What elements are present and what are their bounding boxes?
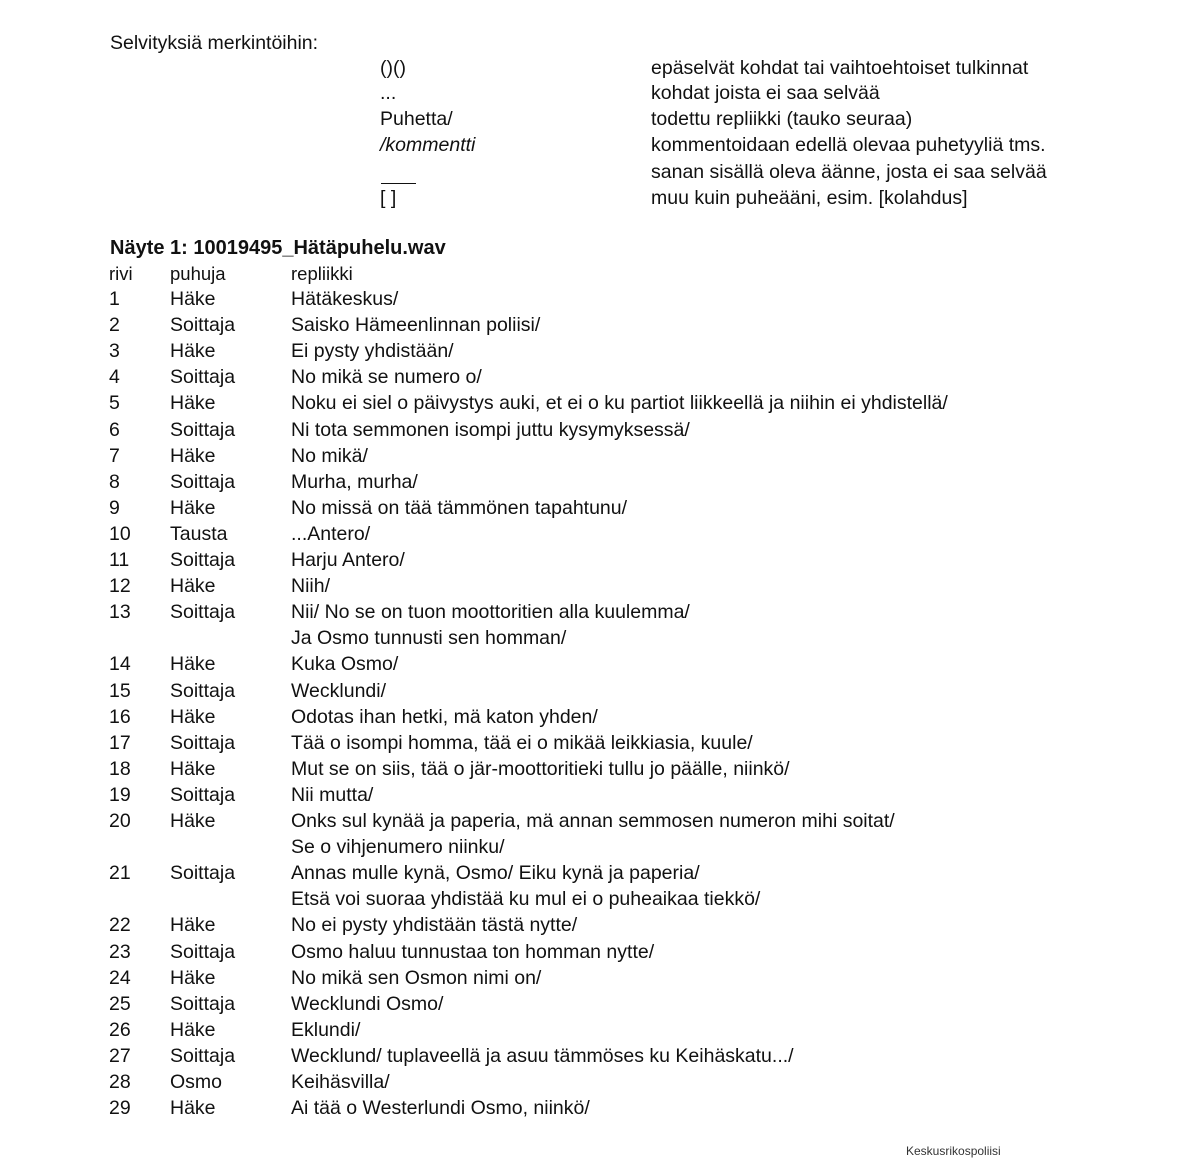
- speaker: Häke: [170, 1018, 216, 1041]
- speaker: Soittaja: [170, 940, 236, 963]
- speaker: Soittaja: [170, 314, 236, 337]
- row-number: 25: [109, 992, 131, 1015]
- row-number: 17: [109, 731, 131, 754]
- line-text: Harju Antero/: [291, 549, 405, 571]
- line-text: Odotas ihan hetki, mä katon yhden/: [291, 705, 598, 728]
- legend-symbol: Puhetta/: [380, 108, 453, 130]
- speaker: Häke: [170, 810, 216, 832]
- line-text: Kuka Osmo/: [291, 653, 399, 676]
- row-number: 12: [109, 575, 131, 598]
- line-text: Tää o isompi homma, tää ei o mikää leikkiasia, kuule/: [291, 731, 753, 754]
- speaker: Häke: [170, 496, 216, 519]
- line-text: Osmo haluu tunnustaa ton homman nytte/: [291, 940, 655, 963]
- line-text: Se o vihjenumero niinku/: [291, 836, 505, 859]
- line-text: Wecklundi Osmo/: [291, 992, 444, 1015]
- row-number: 19: [109, 783, 131, 806]
- line-text: Saisko Hämeenlinnan poliisi/: [291, 314, 541, 337]
- legend-description: muu kuin puheääni, esim. [kolahdus]: [651, 187, 968, 209]
- legend-symbol: [ ]: [380, 187, 397, 209]
- line-text: Etsä voi suoraa yhdistää ku mul ei o puheaikaa tiekkö/: [291, 888, 761, 911]
- legend-symbol: ()(): [380, 57, 406, 79]
- speaker: Häke: [170, 757, 216, 780]
- line-text: ...Antero/: [291, 522, 371, 545]
- speaker: Soittaja: [170, 862, 236, 885]
- speaker: Soittaja: [170, 679, 236, 702]
- header-line: repliikki: [291, 263, 353, 284]
- line-text: No mikä/: [291, 444, 368, 467]
- speaker: Tausta: [170, 522, 228, 545]
- speaker: Häke: [170, 340, 216, 363]
- row-number: 26: [109, 1018, 131, 1041]
- row-number: 23: [109, 940, 131, 963]
- line-text: Ni tota semmonen isompi juttu kysymyksessä/: [291, 418, 690, 441]
- speaker: Häke: [170, 966, 216, 989]
- header-speaker: puhuja: [170, 263, 226, 284]
- row-number: 4: [109, 366, 120, 389]
- speaker: Häke: [170, 914, 216, 937]
- speaker: Soittaja: [170, 601, 236, 624]
- line-text: Nii/ No se on tuon moottoritien alla kuulemma/: [291, 601, 690, 624]
- line-text: No ei pysty yhdistään tästä nytte/: [291, 914, 578, 937]
- line-text: Wecklundi/: [291, 679, 387, 702]
- speaker: Soittaja: [170, 549, 236, 571]
- legend-description: epäselvät kohdat tai vaihtoehtoiset tulkinnat: [651, 57, 1029, 79]
- speaker: Soittaja: [170, 992, 236, 1015]
- speaker: Soittaja: [170, 418, 236, 441]
- row-number: 1: [109, 288, 120, 310]
- speaker: Häke: [170, 653, 216, 676]
- row-number: 5: [109, 392, 120, 415]
- row-number: 27: [109, 1044, 131, 1067]
- legend-description: kommentoidaan edellä olevaa puhetyyliä tms.: [651, 134, 1046, 156]
- speaker: Osmo: [170, 1071, 223, 1093]
- speaker: Häke: [170, 444, 216, 467]
- row-number: 29: [109, 1097, 131, 1120]
- line-text: Nii mutta/: [291, 783, 374, 806]
- row-number: 9: [109, 496, 120, 519]
- speaker: Häke: [170, 705, 216, 728]
- row-number: 16: [109, 705, 131, 728]
- line-text: Ei pysty yhdistään/: [291, 340, 454, 363]
- line-text: Niih/: [291, 575, 331, 598]
- line-text: Murha, murha/: [291, 470, 418, 493]
- speaker: Häke: [170, 288, 216, 310]
- sample-title: Näyte 1: 10019495_Hätäpuhelu.wav: [110, 237, 446, 259]
- legend-symbol: /kommentti: [380, 134, 476, 156]
- line-text: Ai tää o Westerlundi Osmo, niinkö/: [291, 1097, 590, 1120]
- legend-symbol: ...: [380, 82, 397, 104]
- row-number: 22: [109, 914, 131, 937]
- legend-title: Selvityksiä merkintöihin:: [110, 32, 319, 54]
- speaker: Soittaja: [170, 731, 236, 754]
- row-number: 7: [109, 444, 120, 467]
- speaker: Häke: [170, 392, 216, 415]
- row-number: 18: [109, 757, 131, 780]
- line-text: No mikä sen Osmon nimi on/: [291, 966, 542, 989]
- header-row-number: rivi: [109, 263, 133, 284]
- line-text: Ja Osmo tunnusti sen homman/: [291, 627, 567, 650]
- speaker: Soittaja: [170, 1044, 236, 1067]
- line-text: Wecklund/ tuplaveellä ja asuu tämmöses ku Keihäskatu.../: [291, 1044, 794, 1067]
- row-number: 28: [109, 1071, 131, 1093]
- speaker: Häke: [170, 575, 216, 598]
- line-text: Annas mulle kynä, Osmo/ Eiku kynä ja paperia/: [291, 862, 700, 885]
- line-text: No missä on tää tämmönen tapahtunu/: [291, 496, 628, 519]
- row-number: 20: [109, 810, 131, 832]
- row-number: 13: [109, 601, 131, 624]
- speaker: Häke: [170, 1097, 216, 1120]
- row-number: 24: [109, 966, 131, 989]
- line-text: No mikä se numero o/: [291, 366, 482, 389]
- underline-symbol: [381, 183, 416, 184]
- line-text: Keihäsvilla/: [291, 1071, 390, 1093]
- row-number: 8: [109, 470, 120, 493]
- legend-description: kohdat joista ei saa selvää: [651, 82, 880, 104]
- line-text: Noku ei siel o päivystys auki, et ei o ku partiot liikkeellä ja niihin ei yhdistellä/: [291, 392, 948, 415]
- line-text: Hätäkeskus/: [291, 288, 399, 310]
- row-number: 21: [109, 862, 131, 885]
- speaker: Soittaja: [170, 470, 236, 493]
- row-number: 2: [109, 314, 120, 337]
- row-number: 11: [109, 549, 130, 571]
- row-number: 15: [109, 679, 131, 702]
- speaker: Soittaja: [170, 783, 236, 806]
- footer-stamp: Keskusrikospoliisi: [906, 1144, 1001, 1158]
- line-text: Onks sul kynää ja paperia, mä annan semmosen numeron mihi soitat/: [291, 810, 895, 832]
- row-number: 6: [109, 418, 120, 441]
- line-text: Mut se on siis, tää o jär-moottoritieki tullu jo päälle, niinkö/: [291, 757, 790, 780]
- row-number: 10: [109, 522, 131, 545]
- row-number: 14: [109, 653, 131, 676]
- legend-description: todettu repliikki (tauko seuraa): [651, 108, 913, 130]
- legend-description: sanan sisällä oleva äänne, josta ei saa selvää: [651, 161, 1047, 183]
- row-number: 3: [109, 340, 120, 363]
- speaker: Soittaja: [170, 366, 236, 389]
- line-text: Eklundi/: [291, 1018, 361, 1041]
